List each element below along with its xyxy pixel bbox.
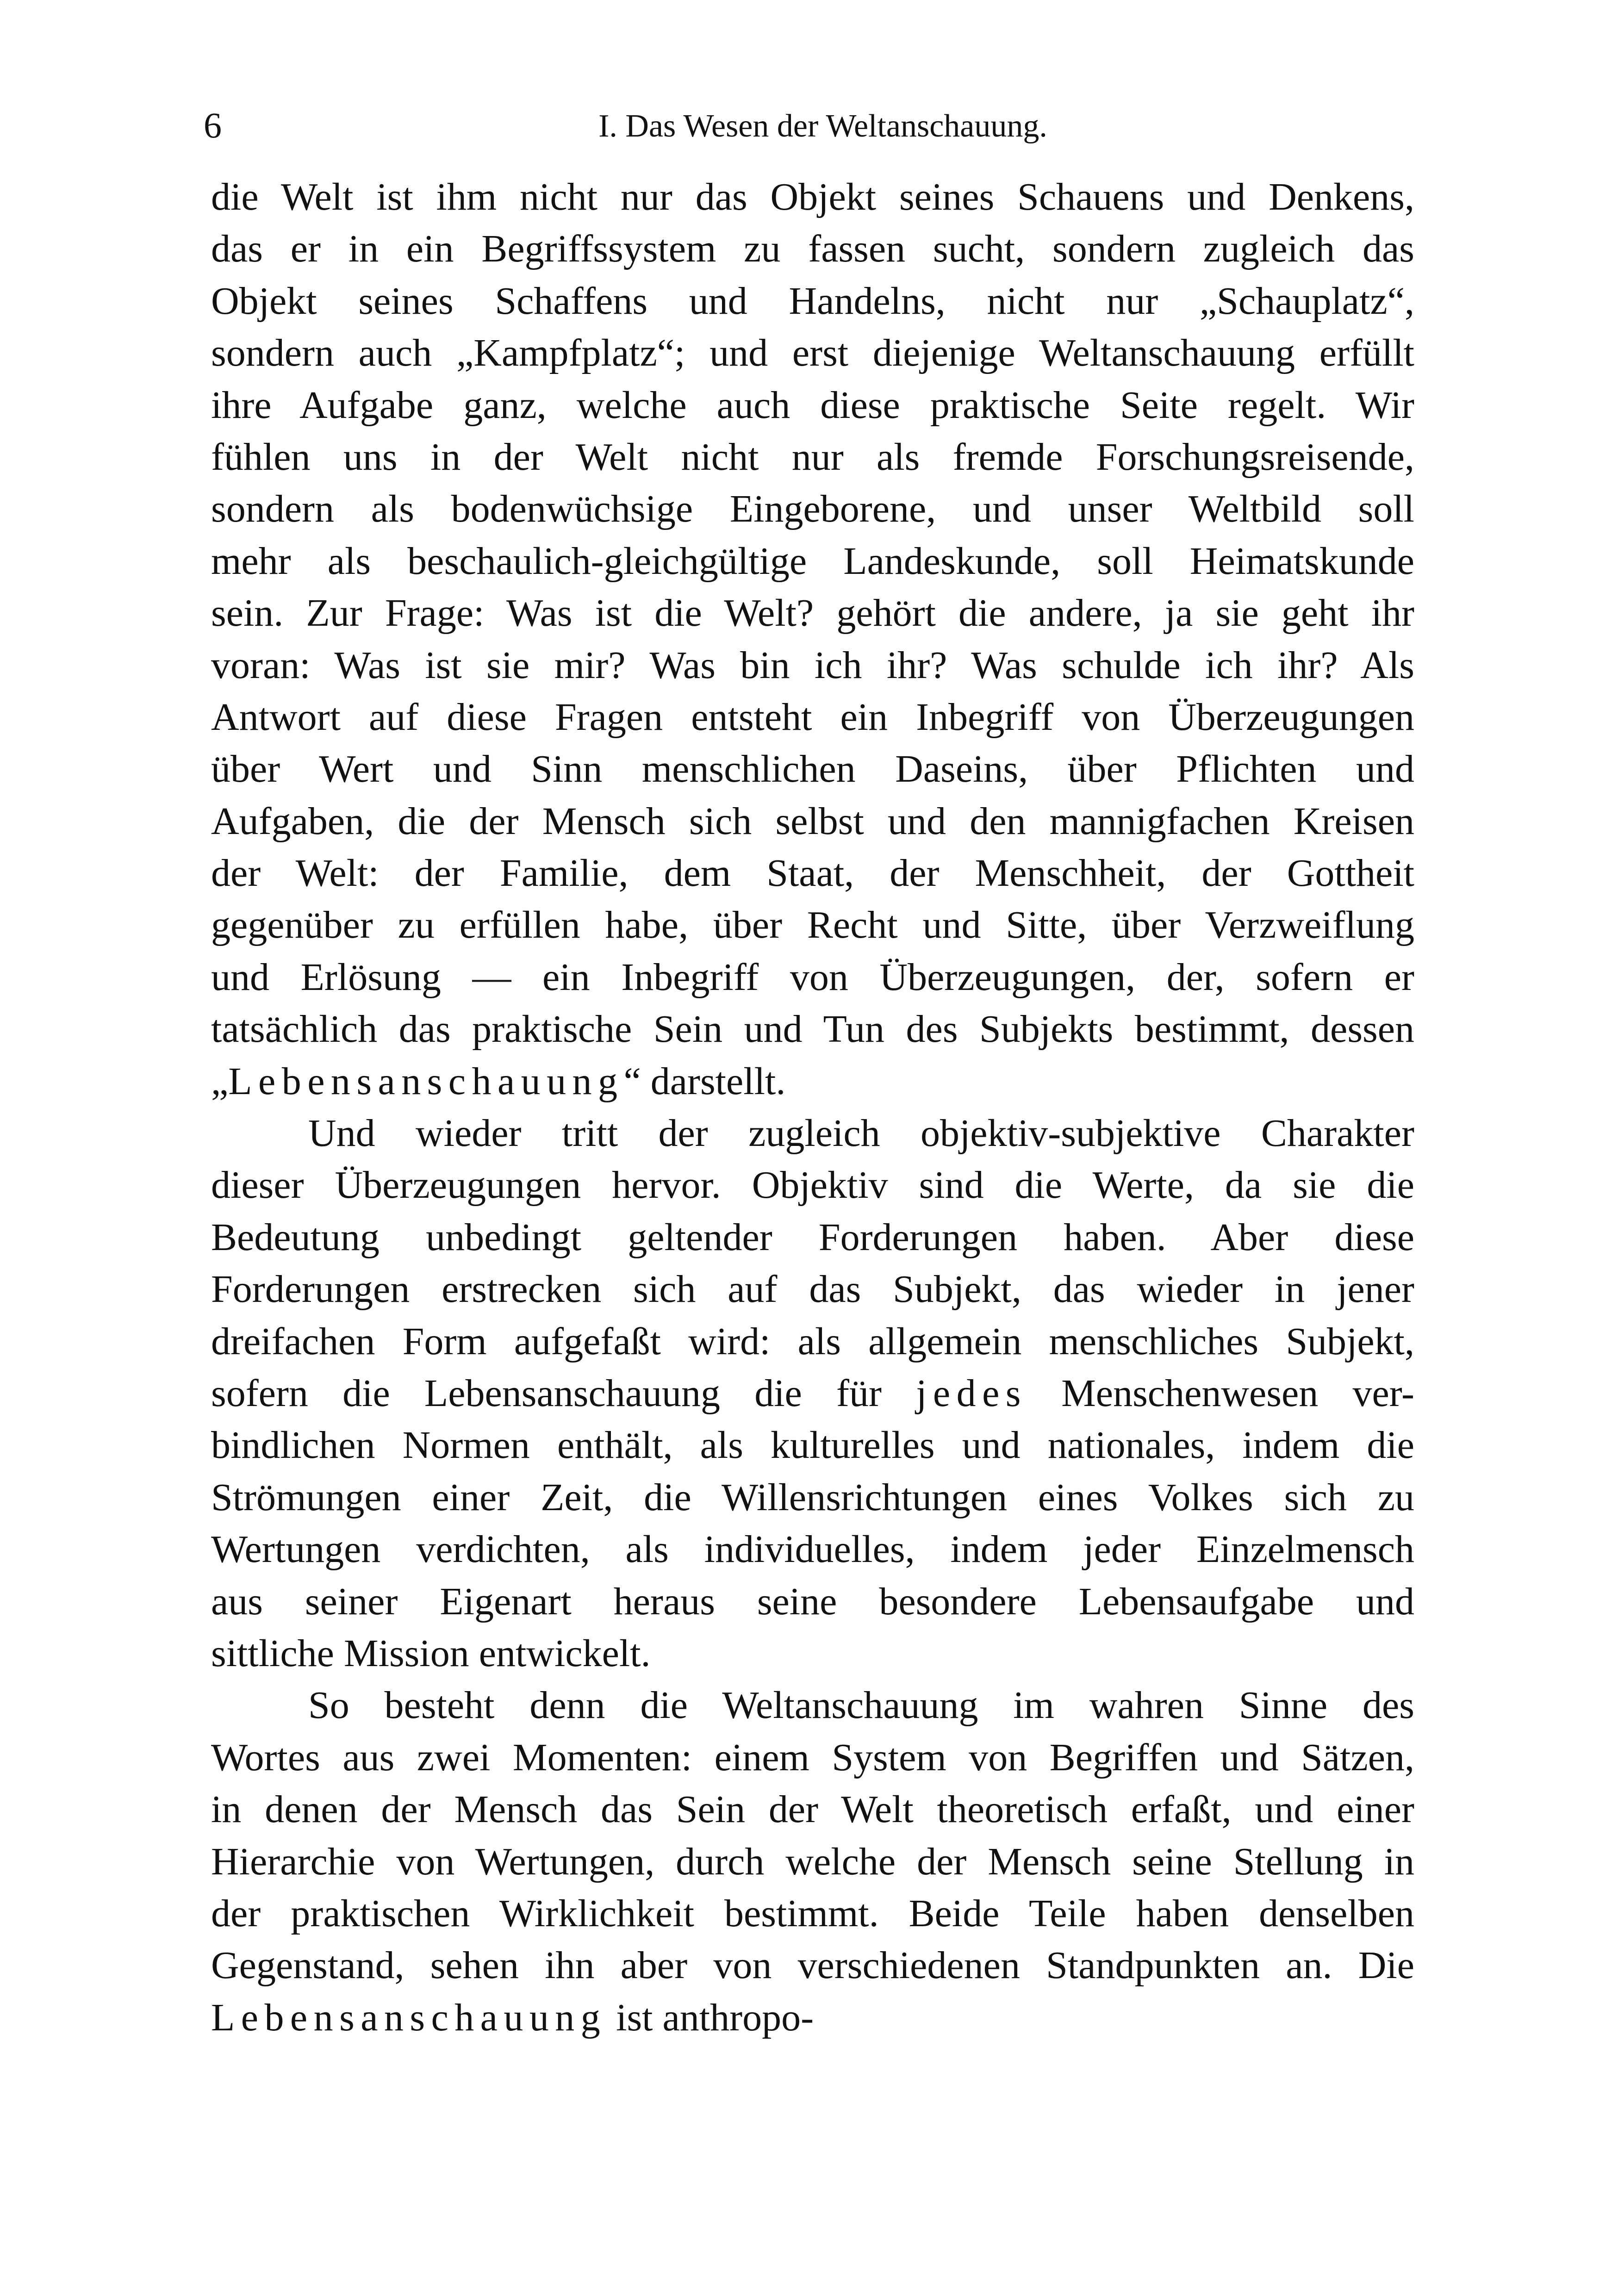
text-line: Und wieder tritt der zugleich objektiv-subjektive Charakter xyxy=(308,1112,1414,1155)
text-line: dreifachen Form aufgefaßt wird: als allgemein menschliches Subjekt, xyxy=(211,1319,1414,1363)
text-line: sittliche Mission entwickelt. xyxy=(211,1631,651,1675)
page-number: 6 xyxy=(204,105,222,145)
text-line: sondern als bodenwüchsige Eingeborene, und unser Weltbild soll xyxy=(211,487,1414,531)
text-line: Strömungen einer Zeit, die Willensrichtungen eines Volkes sich zu xyxy=(211,1475,1414,1519)
text-line: bindlichen Normen enthält, als kulturelles und nationales, indem die xyxy=(211,1424,1414,1467)
spaced-term: jedes xyxy=(916,1371,1027,1415)
text-line: das er in ein Begriffssystem zu fassen sucht, sondern zugleich das xyxy=(211,227,1414,271)
text-line: Wortes aus zwei Momenten: einem System von Begriffen und Sätzen, xyxy=(211,1736,1414,1779)
text-line: die Welt ist ihm nicht nur das Objekt seines Schauens und Denkens, xyxy=(211,175,1414,218)
text-line: dieser Überzeugungen hervor. Objektiv sind die Werte, da sie die xyxy=(211,1164,1414,1207)
text-line: sondern auch „Kampfplatz“; und erst diejenige Weltanschauung erfüllt xyxy=(211,331,1414,375)
running-head: I. Das Wesen der Weltanschauung. xyxy=(598,108,1047,144)
body-text xyxy=(211,171,1414,2044)
text-line: Wertungen verdichten, als individuelles, indem jeder Einzelmensch xyxy=(211,1528,1414,1571)
spaced-term: Lebensanschauung xyxy=(211,1996,607,2039)
text-line: gegenüber zu erfüllen habe, über Recht und Sitte, über Verzweiflung xyxy=(211,903,1414,947)
text-line: voran: Was ist sie mir? Was bin ich ihr? Was schulde ich ihr? Als xyxy=(211,643,1414,687)
text-line: fühlen uns in der Welt nicht nur als fremde Forschungsreisende, xyxy=(211,435,1414,479)
text-line: aus seiner Eigenart heraus seine besondere Lebensaufgabe und xyxy=(211,1580,1414,1623)
text-line: Bedeutung unbedingt geltender Forderungen haben. Aber diese xyxy=(211,1215,1414,1259)
text-line: Lebensanschauung ist anthropo- xyxy=(211,1996,814,2039)
text-line: ihre Aufgabe ganz, welche auch diese praktische Seite regelt. Wir xyxy=(211,383,1414,427)
text-line: So besteht denn die Weltanschauung im wahren Sinne des xyxy=(308,1684,1414,1727)
text-line: über Wert und Sinn menschlichen Daseins, über Pflichten und xyxy=(211,747,1414,791)
text-line: sofern die Lebensanschauung die für jedes Menschenwesen ver- xyxy=(211,1371,1414,1415)
text-line: der Welt: der Familie, dem Staat, der Menschheit, der Gottheit xyxy=(211,852,1414,895)
text-line: Aufgaben, die der Mensch sich selbst und den mannigfachen Kreisen xyxy=(211,799,1414,843)
text-line: tatsächlich das praktische Sein und Tun des Subjekts bestimmt, dessen xyxy=(211,1008,1414,1051)
text-line: und Erlösung — ein Inbegriff von Überzeugungen, der, sofern er xyxy=(211,955,1414,999)
spaced-term: Lebensanschauung xyxy=(228,1059,624,1103)
text-line: Antwort auf diese Fragen entsteht ein Inbegriff von Überzeugungen xyxy=(211,695,1414,739)
text-line: mehr als beschaulich-gleichgültige Landeskunde, soll Heimatskunde xyxy=(211,539,1414,583)
text-line: der praktischen Wirklichkeit bestimmt. Beide Teile haben denselben xyxy=(211,1892,1414,1935)
text-line: in denen der Mensch das Sein der Welt theoretisch erfaßt, und einer xyxy=(211,1788,1414,1831)
text-line: „Lebensanschauung“ darstellt. xyxy=(211,1059,786,1103)
text-line: Objekt seines Schaffens und Handelns, nicht nur „Schauplatz“, xyxy=(211,279,1414,323)
text-line: Gegenstand, sehen ihn aber von verschiedenen Standpunkten an. Die xyxy=(211,1944,1414,1987)
text-line: sein. Zur Frage: Was ist die Welt? gehört die andere, ja sie geht ihr xyxy=(211,591,1414,635)
text-line: Hierarchie von Wertungen, durch welche der Mensch seine Stellung in xyxy=(211,1840,1414,1883)
text-line: Forderungen erstrecken sich auf das Subjekt, das wieder in jener xyxy=(211,1268,1414,1311)
